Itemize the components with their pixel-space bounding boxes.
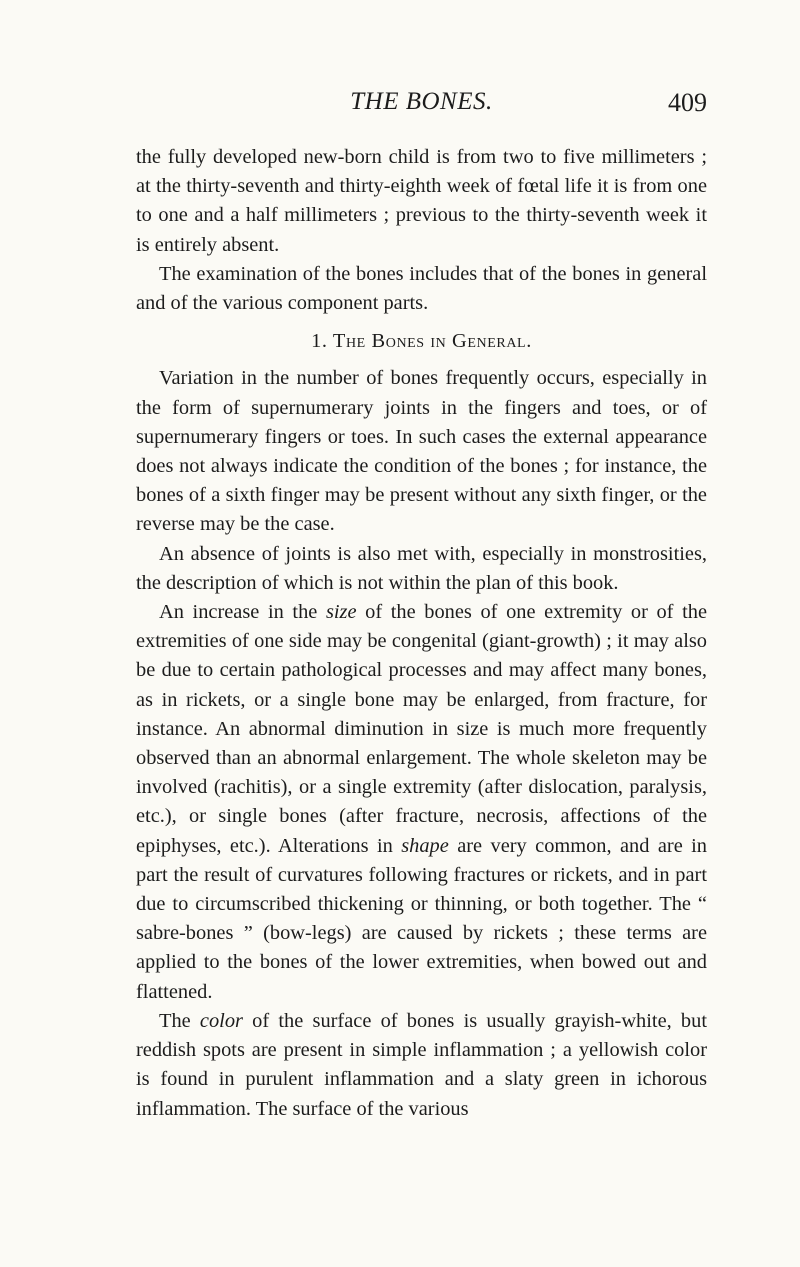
section-heading: 1. The Bones in General. — [311, 330, 532, 353]
paragraph-color — [136, 1007, 707, 1124]
page-number: 409 — [668, 88, 707, 117]
paragraph-examination: The examination of the bones includes that of the bones in general and of the various component parts. — [136, 262, 707, 315]
running-head: THE BONES. — [350, 88, 493, 115]
italic-term-shape: shape — [401, 834, 449, 857]
text-run: An increase in the — [159, 601, 326, 624]
body-text — [136, 143, 707, 1124]
text-run: of the surface of bones is usually grayish-white, but reddish spots are present in simple inflammation ; a yellowish color is found in purulent inflammation and a slaty green in ichorous inflammation. The surface of the various — [136, 1009, 707, 1120]
italic-term-color: color — [199, 1009, 243, 1032]
paragraph-variation: Variation in the number of bones frequently occurs, especially in the form of supernumerary joints in the fingers and toes, or of supernumerary fingers or toes. In such cases the external appearance does not always indicate the condition of the bones ; for instance, the bones of a sixth finger may be present without any sixth finger, or the reverse may be the case. — [136, 367, 707, 536]
text-run: of the bones of one extremity or of the extremities of one side may be congenital (giant-growth) ; it may also be due to certain pathological processes and may affect many bones, as in rickets, or a single bone may be enlarged, from fracture, for instance. An abnormal diminution in size is much more frequently observed than an abnormal enlargement. The whole skeleton may be involved (rachitis), or a single extremity (after dislocation, paralysis, etc.), or single bones (after fracture, necrosis, affections of the epiphyses, etc.). Alterations in — [136, 601, 708, 857]
text-run: are very common, and are in part the result of curvatures following fractures or rickets, and in part due to circumscribed thickening or thinning, or both together. The “ sabre-bones ” (bow-legs) are caused by rickets ; these terms are applied to the bones of the lower extremities, when bowed out and flattened. — [136, 834, 708, 1003]
page-header — [136, 88, 707, 120]
italic-term-size: size — [325, 601, 357, 624]
paragraph-continuation: the fully developed new-born child is from two to five millimeters ; at the thirty-seventh and thirty-eighth week of fœtal life it is from one to one and a half millimeters ; previous to the thirty-seventh week it is entirely absent. — [136, 146, 707, 256]
text-run: The — [159, 1009, 200, 1032]
paragraph-size-shape — [136, 598, 707, 1007]
paragraph-absence: An absence of joints is also met with, especially in monstrosities, the description of which is not within the plan of this book. — [136, 542, 707, 594]
